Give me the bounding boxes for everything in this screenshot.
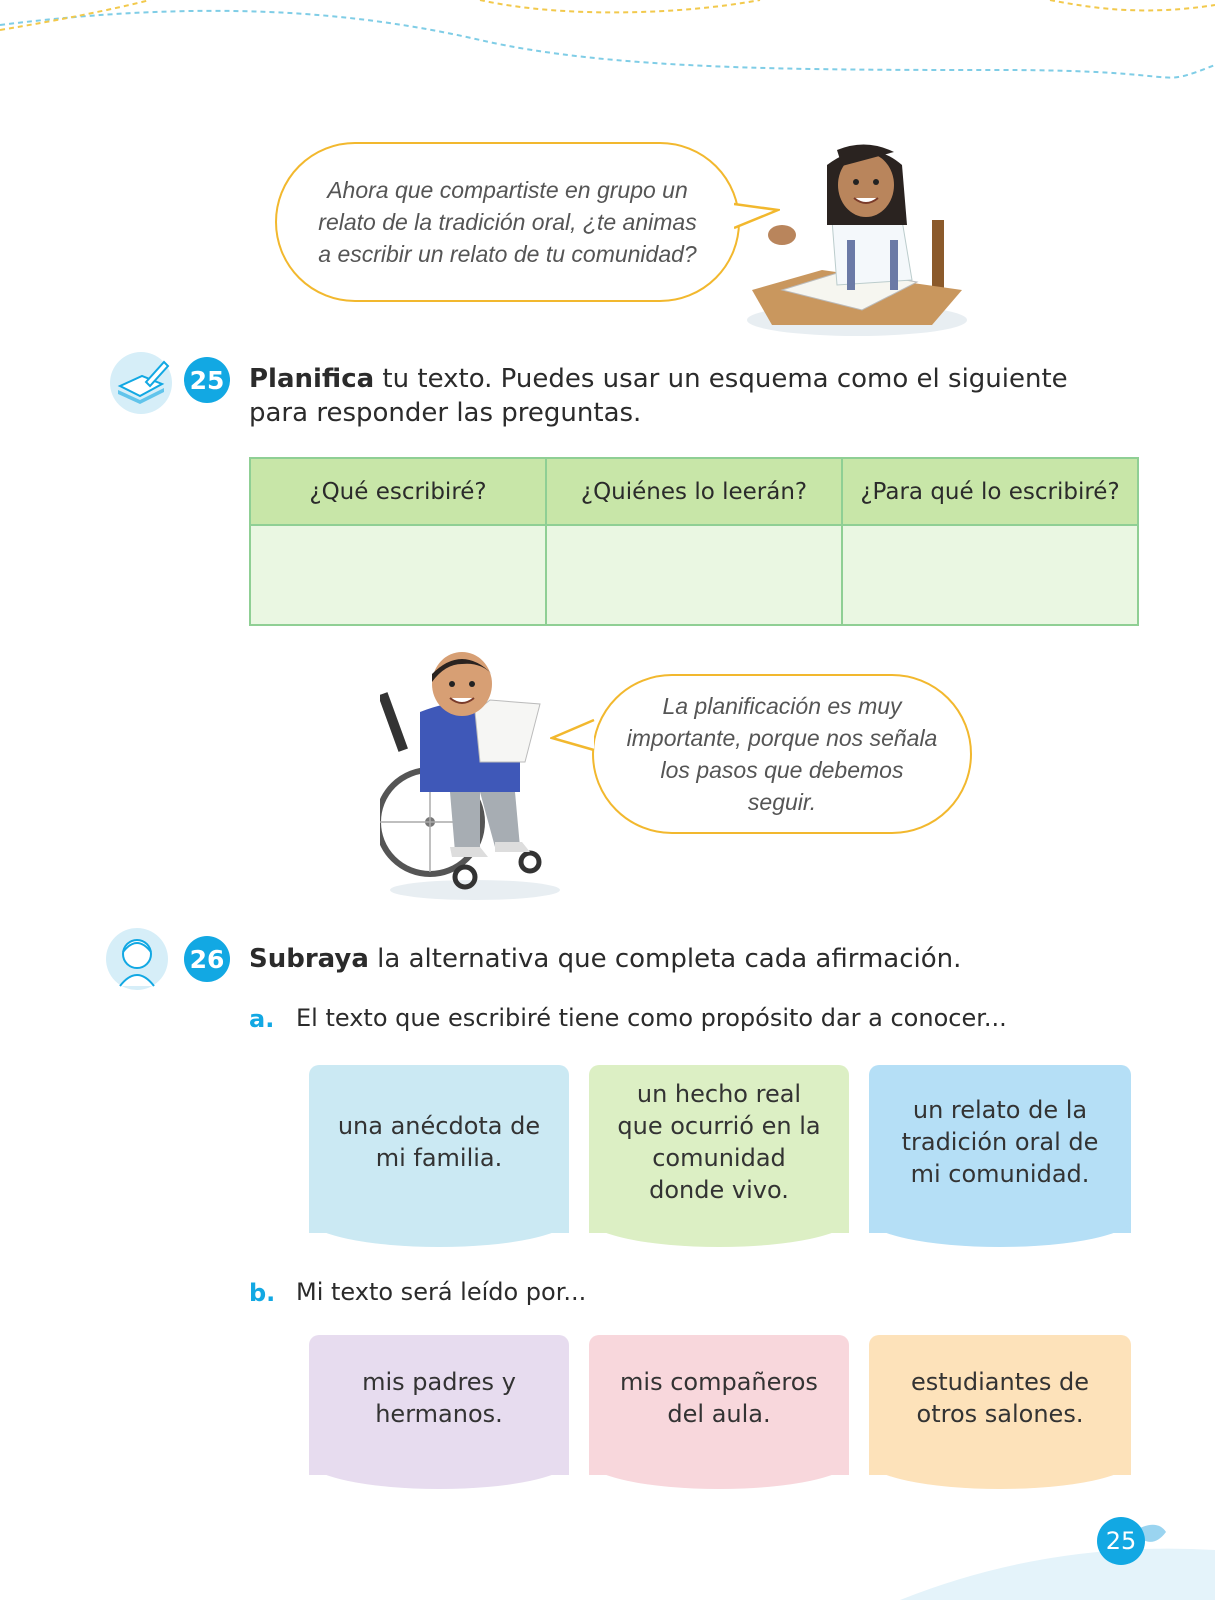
instruction-verb: Planifica [249,364,375,394]
table-header-who: ¿Quiénes lo leerán? [546,458,842,525]
option-card-b2[interactable] [589,1335,849,1475]
item-b-text: Mi texto será leído por... [296,1278,587,1306]
table-answer-why[interactable] [842,525,1138,625]
speech-bubble-tail [550,718,596,754]
instruction-text: la alternativa que completa cada afirmación. [368,944,962,974]
option-card-b1[interactable] [309,1335,569,1475]
instruction-verb: Subraya [249,944,369,974]
activity-25-instruction [249,362,1129,430]
table-header-why: ¿Para qué lo escribiré? [842,458,1138,525]
activity-number-badge: 25 [184,357,230,403]
speech-bubble-text: La planificación es muy importante, porque nos señala los pasos que debemos seguir. [626,693,938,815]
option-text: mis compañeros del aula. [620,1368,818,1428]
option-text: estudiantes de otros salones. [910,1368,1090,1428]
option-card-a2[interactable] [589,1065,849,1233]
girl-writing-illustration [742,140,972,340]
decorative-wave-lines [0,0,1215,120]
option-card-b3[interactable] [869,1335,1131,1475]
option-text: un hecho real que ocurrió en la comunidad donde vivo. [617,1080,821,1204]
option-card-a1[interactable] [309,1065,569,1233]
option-text: mis padres y hermanos. [362,1368,516,1428]
instruction-text: tu texto. Puedes usar un esquema como el siguiente para responder las preguntas. [249,364,1068,428]
item-a-text: El texto que escribiré tiene como propósito dar a conocer... [296,1004,1007,1032]
item-b-letter: b. [249,1279,276,1307]
table-header-what: ¿Qué escribiré? [250,458,546,525]
decorative-corner-shape [900,1540,1215,1600]
planning-book-icon [110,352,172,414]
speech-bubble-text: Ahora que compartiste en grupo un relato de la tradición oral, ¿te animas a escribir un relato de tu comunidad? [318,177,697,267]
table-answer-who[interactable] [546,525,842,625]
boy-wheelchair-illustration [380,652,570,902]
speech-bubble-girl [275,142,740,302]
item-a-letter: a. [249,1005,275,1033]
planning-table [249,457,1139,626]
option-text: una anécdota de mi familia. [337,1112,541,1172]
activity-26-instruction [249,942,1129,976]
student-avatar-icon [106,928,168,990]
option-text: un relato de la tradición oral de mi comunidad. [901,1096,1099,1188]
option-card-a3[interactable] [869,1065,1131,1233]
speech-bubble-boy [592,674,972,834]
activity-number-badge: 26 [184,936,230,982]
table-answer-what[interactable] [250,525,546,625]
page-number: 25 [1097,1517,1145,1565]
